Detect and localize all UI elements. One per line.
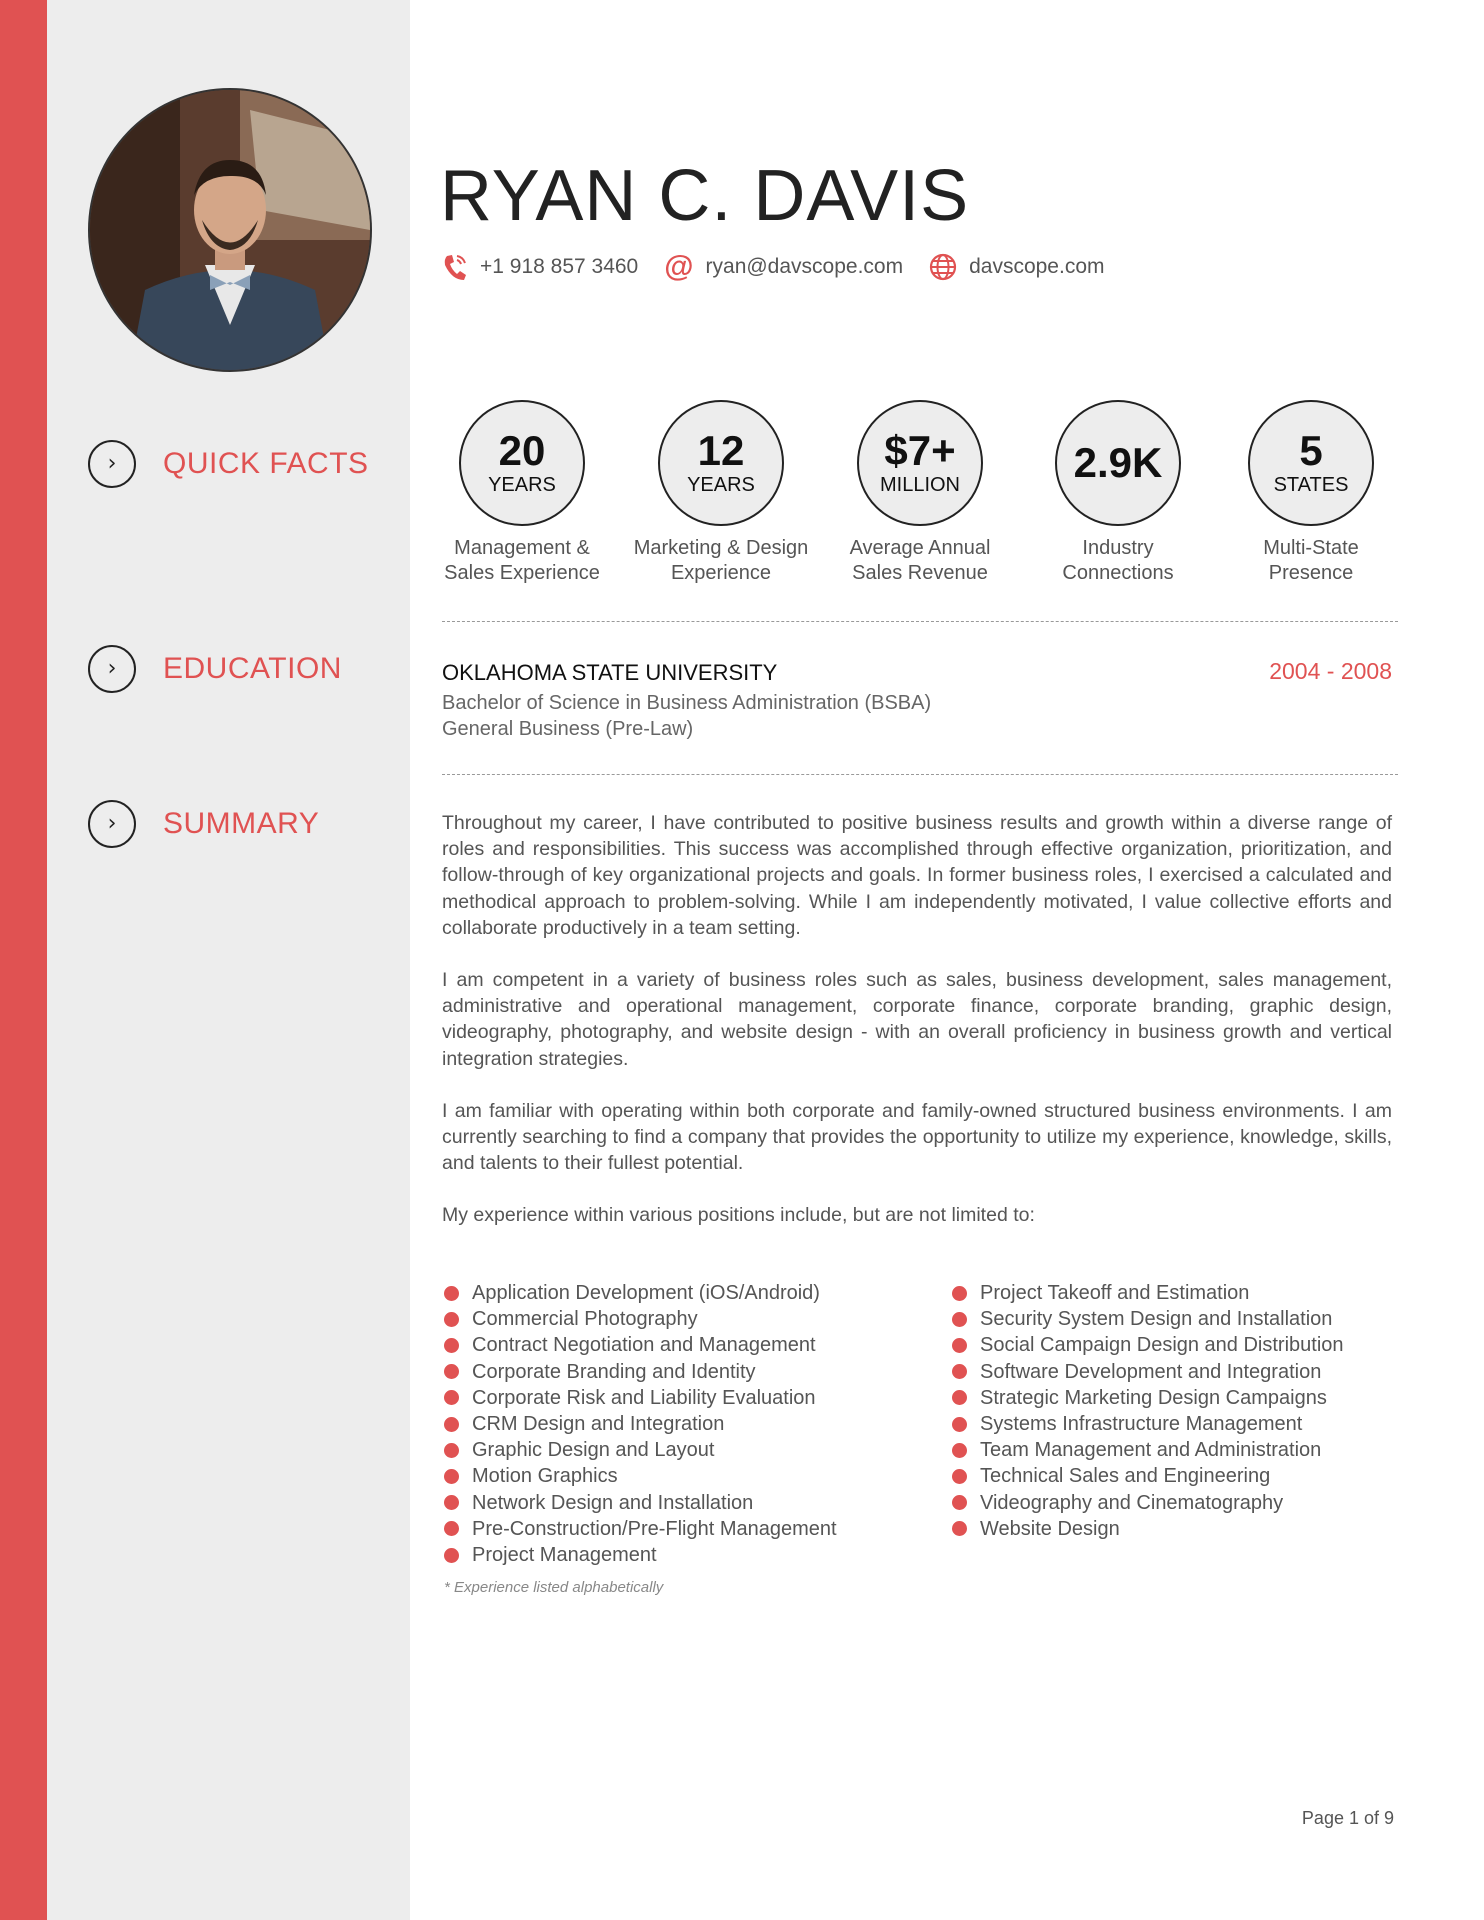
list-item-label: Contract Negotiation and Management bbox=[472, 1334, 816, 1357]
list-item bbox=[952, 1516, 1344, 1542]
section-title: SUMMARY bbox=[163, 807, 320, 840]
bullet-icon bbox=[444, 1495, 459, 1510]
list-item-label: Technical Sales and Engineering bbox=[980, 1465, 1271, 1488]
bullet-icon bbox=[952, 1443, 967, 1458]
experience-lists bbox=[444, 1280, 1394, 1568]
fact-badge bbox=[857, 400, 983, 526]
website-contact bbox=[929, 253, 1104, 281]
list-item bbox=[444, 1411, 952, 1437]
fact-description bbox=[1018, 536, 1218, 586]
list-item bbox=[444, 1385, 952, 1411]
bullet-icon bbox=[444, 1312, 459, 1327]
phone-number[interactable]: +1 918 857 3460 bbox=[480, 255, 639, 278]
list-item-label: Strategic Marketing Design Campaigns bbox=[980, 1386, 1327, 1409]
fact-description-line: Management & bbox=[454, 537, 590, 559]
list-item bbox=[952, 1332, 1344, 1358]
fact-description bbox=[621, 536, 821, 586]
list-item-label: Motion Graphics bbox=[472, 1465, 618, 1488]
fact-badge bbox=[1055, 400, 1181, 526]
candidate-name: RYAN C. DAVIS bbox=[440, 156, 970, 236]
fact-number: 2.9K bbox=[1073, 439, 1163, 486]
fact-number: $7+ bbox=[884, 427, 956, 474]
profile-photo bbox=[88, 88, 372, 372]
section-title: QUICK FACTS bbox=[163, 447, 369, 480]
list-item bbox=[952, 1411, 1344, 1437]
fact-badge bbox=[658, 400, 784, 526]
list-item bbox=[444, 1542, 952, 1568]
experience-list-right bbox=[952, 1280, 1344, 1568]
list-item-label: Website Design bbox=[980, 1517, 1120, 1540]
section-quick-facts bbox=[88, 440, 369, 488]
list-item bbox=[444, 1359, 952, 1385]
list-item-label: Graphic Design and Layout bbox=[472, 1439, 715, 1462]
list-item bbox=[952, 1437, 1344, 1463]
section-education bbox=[88, 645, 342, 693]
fact-description-line: Connections bbox=[1062, 562, 1174, 584]
list-item-label: Commercial Photography bbox=[472, 1308, 698, 1331]
at-sign-icon: @ bbox=[664, 250, 694, 283]
bullet-icon bbox=[952, 1417, 967, 1432]
website-url[interactable]: davscope.com bbox=[969, 255, 1105, 278]
contact-row bbox=[442, 252, 1131, 282]
summary-paragraph: Throughout my career, I have contributed to positive business results and growth within a diverse range of roles and responsibilities. This success was accomplished through effective organization, prioritization, and follow-through of key organizational projects and goals. In former business roles, I exercised a calculated and methodical approach to problem-solving. While I am independently motivated, I value collective efforts and collaborate productively in a team setting. bbox=[442, 812, 1392, 939]
globe-icon bbox=[929, 253, 957, 281]
list-item-label: Videography and Cinematography bbox=[980, 1491, 1284, 1514]
bullet-icon bbox=[952, 1312, 967, 1327]
list-item-label: Social Campaign Design and Distribution bbox=[980, 1334, 1344, 1357]
list-item bbox=[444, 1437, 952, 1463]
section-summary bbox=[88, 800, 319, 848]
bullet-icon bbox=[444, 1521, 459, 1536]
list-item-label: Security System Design and Installation bbox=[980, 1308, 1333, 1331]
section-title: EDUCATION bbox=[163, 652, 342, 685]
list-item-label: Team Management and Administration bbox=[980, 1439, 1322, 1462]
fact-description-line: Sales Revenue bbox=[852, 562, 988, 584]
fact-description-line: Marketing & Design bbox=[633, 537, 809, 559]
bullet-icon bbox=[952, 1286, 967, 1301]
bullet-icon bbox=[444, 1417, 459, 1432]
chevron-right-icon: › bbox=[88, 645, 136, 693]
list-item bbox=[444, 1332, 952, 1358]
bullet-icon bbox=[444, 1364, 459, 1379]
fact-description-line: Average Annual bbox=[849, 537, 991, 559]
divider bbox=[442, 774, 1398, 775]
list-item-label: CRM Design and Integration bbox=[472, 1413, 725, 1436]
list-item bbox=[444, 1280, 952, 1306]
accent-bar bbox=[0, 0, 47, 1920]
page-number: Page 1 of 9 bbox=[1301, 1808, 1394, 1828]
bullet-icon bbox=[952, 1521, 967, 1536]
fact-number: 12 bbox=[697, 427, 745, 474]
fact-unit: YEARS bbox=[687, 474, 755, 496]
list-item-label: Systems Infrastructure Management bbox=[980, 1413, 1303, 1436]
email-contact bbox=[664, 252, 903, 282]
summary-paragraph: My experience within various positions include, but are not limited to: bbox=[442, 1204, 1035, 1227]
fact-item bbox=[1018, 400, 1218, 586]
fact-item bbox=[820, 400, 1020, 586]
summary-paragraph: I am familiar with operating within both corporate and family-owned structured business environments. I am currently searching to find a company that provides the opportunity to utilize my experience, knowledge, skills, and talents to their fullest potential. bbox=[442, 1099, 1392, 1175]
fact-badge bbox=[1248, 400, 1374, 526]
fact-item bbox=[422, 400, 622, 586]
fact-description-line: Sales Experience bbox=[444, 562, 600, 584]
experience-list-left bbox=[444, 1280, 952, 1568]
phone-icon bbox=[442, 253, 468, 281]
bullet-icon bbox=[952, 1338, 967, 1353]
bullet-icon bbox=[952, 1469, 967, 1484]
bullet-icon bbox=[444, 1443, 459, 1458]
list-item bbox=[444, 1306, 952, 1332]
bullet-icon bbox=[952, 1495, 967, 1510]
bullet-icon bbox=[952, 1390, 967, 1405]
bullet-icon bbox=[444, 1469, 459, 1484]
chevron-right-icon: › bbox=[88, 440, 136, 488]
list-item bbox=[444, 1516, 952, 1542]
list-item-label: Corporate Branding and Identity bbox=[472, 1360, 756, 1383]
list-item bbox=[444, 1490, 952, 1516]
list-item-label: Project Management bbox=[472, 1544, 657, 1567]
fact-unit: YEARS bbox=[488, 474, 556, 496]
education-years: 2004 - 2008 bbox=[1269, 658, 1392, 684]
bullet-icon bbox=[444, 1390, 459, 1405]
fact-description bbox=[820, 536, 1020, 586]
list-item-label: Pre-Construction/Pre-Flight Management bbox=[472, 1517, 837, 1540]
list-item bbox=[952, 1359, 1344, 1385]
summary-text bbox=[442, 810, 1392, 1255]
list-item-label: Software Development and Integration bbox=[980, 1360, 1322, 1383]
fact-description bbox=[1211, 536, 1411, 586]
footnote: * Experience listed alphabetically bbox=[444, 1579, 664, 1596]
fact-unit: MILLION bbox=[879, 474, 961, 496]
list-item-label: Network Design and Installation bbox=[472, 1491, 754, 1514]
list-item-label: Application Development (iOS/Android) bbox=[472, 1282, 820, 1304]
summary-paragraph: I am competent in a variety of business roles such as sales, business development, sales management, administrative and operational management, corporate finance, corporate branding, graphic design, videography, photography, and website design - with an overall proficiency in business growth and vertical integration strategies. bbox=[442, 969, 1392, 1070]
list-item bbox=[952, 1280, 1344, 1306]
fact-description-line: Industry bbox=[1082, 537, 1154, 559]
fact-description-line: Experience bbox=[670, 562, 772, 584]
divider bbox=[442, 621, 1398, 622]
bullet-icon bbox=[952, 1364, 967, 1379]
fact-number: 20 bbox=[498, 427, 546, 474]
fact-badge bbox=[459, 400, 585, 526]
chevron-right-icon: › bbox=[88, 800, 136, 848]
fact-description bbox=[422, 536, 622, 586]
bullet-icon bbox=[444, 1548, 459, 1563]
fact-unit: STATES bbox=[1273, 474, 1349, 496]
list-item bbox=[444, 1463, 952, 1489]
school-name: OKLAHOMA STATE UNIVERSITY bbox=[442, 660, 778, 685]
major: General Business (Pre-Law) bbox=[442, 718, 694, 740]
degree: Bachelor of Science in Business Administration (BSBA) bbox=[442, 692, 932, 714]
list-item-label: Project Takeoff and Estimation bbox=[980, 1282, 1250, 1304]
list-item bbox=[952, 1463, 1344, 1489]
list-item bbox=[952, 1385, 1344, 1411]
phone-contact bbox=[442, 253, 638, 281]
fact-number: 5 bbox=[1299, 427, 1323, 474]
bullet-icon bbox=[444, 1286, 459, 1301]
fact-description-line: Presence bbox=[1268, 562, 1354, 584]
fact-item bbox=[621, 400, 821, 586]
fact-description-line: Multi-State bbox=[1263, 537, 1359, 559]
list-item bbox=[952, 1490, 1344, 1516]
email-address[interactable]: ryan@davscope.com bbox=[705, 255, 904, 278]
list-item bbox=[952, 1306, 1344, 1332]
list-item-label: Corporate Risk and Liability Evaluation bbox=[472, 1386, 816, 1409]
bullet-icon bbox=[444, 1338, 459, 1353]
fact-item bbox=[1211, 400, 1411, 586]
